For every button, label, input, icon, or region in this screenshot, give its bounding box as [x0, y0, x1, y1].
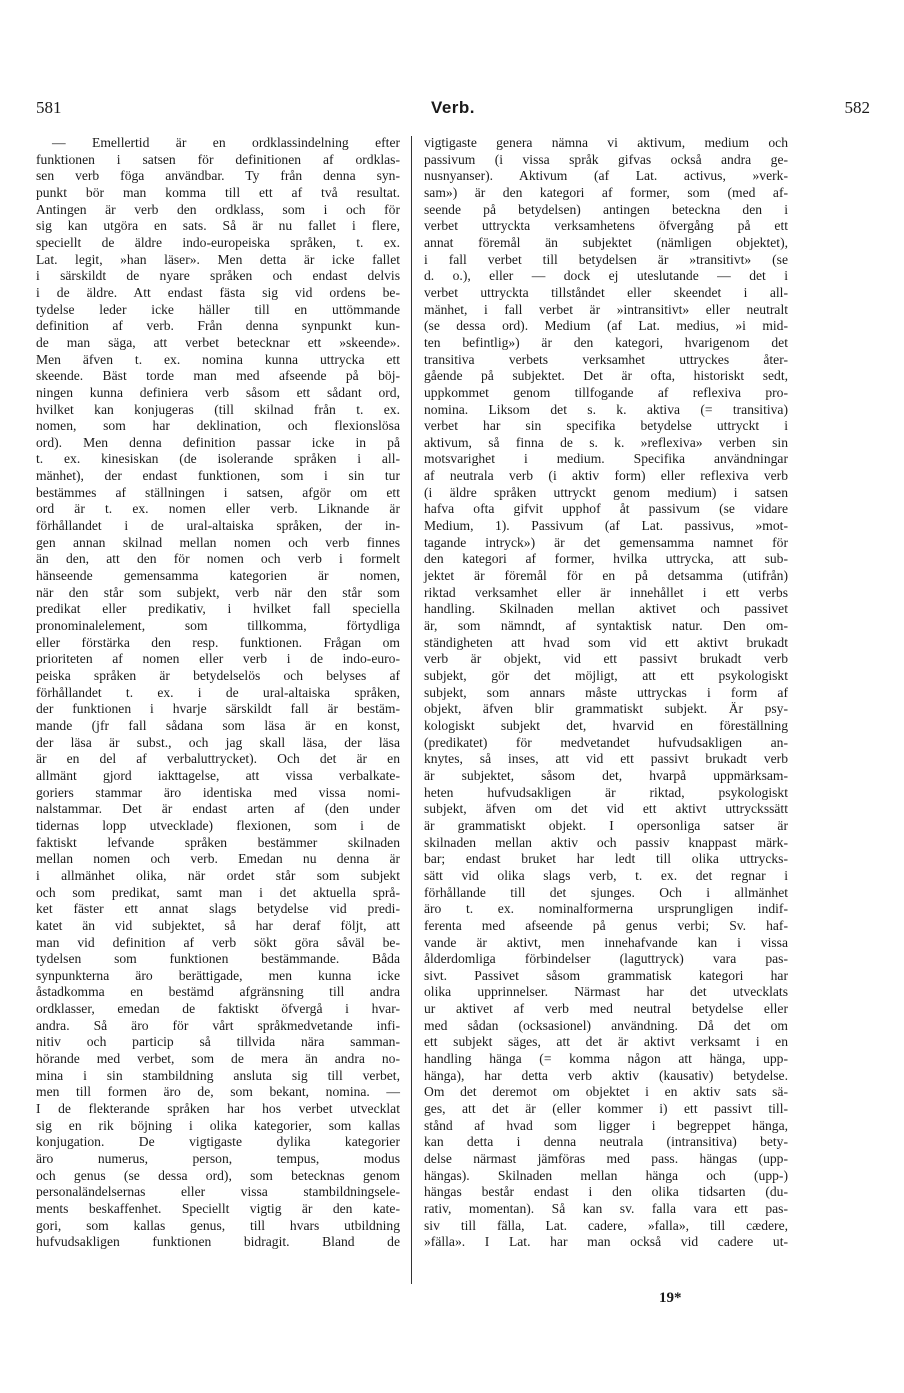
text-line: när den står som subjekt, verb när den står som	[36, 584, 400, 600]
text-line: handling. Skilnaden mellan aktivet och passivet	[424, 601, 788, 617]
text-line: nusnyanser). Aktivum (af Lat. activus, »verk-	[424, 168, 788, 184]
text-line: tydelsen som funktionen bestämmande. Båda	[36, 951, 400, 967]
text-line: verb är objekt, vid ett passivt brukadt verb	[424, 651, 788, 667]
text-line: — Emellertid är en ordklassindelning efter	[52, 135, 400, 150]
text-line: subjekt, gör det möjligt, att ett psykologiskt	[424, 668, 788, 683]
page-number-right: 582	[844, 98, 870, 117]
text-line: handling hänga (= komma någon att hänga, upp-	[424, 1051, 788, 1067]
text-line: Om det deremot om objektet i en aktiv sats sä-	[424, 1084, 788, 1100]
text-line: subjekt, som annars måste uttryckas i form af	[424, 684, 788, 700]
text-line: sen verb föga användbar. Ty från denna syn-	[36, 168, 400, 184]
text-line: passivum (i vissa språk gifvas också andra ge-	[424, 151, 788, 167]
text-line: nitiv och particip så tillvida nära samman-	[36, 1034, 400, 1050]
text-line: vigtigaste genera nämna vi aktivum, medium och	[424, 135, 788, 150]
text-line: ordklasser, emedan de faktiskt öfvergå i hvar-	[36, 1001, 400, 1017]
text-line: ord är t. ex. nomen eller verb. Liknande är	[36, 501, 400, 517]
text-line: prioriteten af nomen eller verb i de indo-euro-	[36, 651, 400, 667]
text-line: jektet är föremål för en på detsamma (utifrån)	[424, 568, 788, 584]
text-line: aktivum, så finna de s. k. »reflexiva» verben sin	[424, 434, 788, 450]
text-line: der funktionen i hvarje särskildt fall är bestäm-	[36, 701, 400, 717]
text-line: hängas). Skilnaden mellan hänga och (upp-)	[424, 1167, 788, 1183]
text-line: konjugation. De vigtigaste dylika kategorier	[36, 1134, 400, 1150]
text-line: andra. Så äro för vårt språkmedvetande infi-	[36, 1017, 400, 1033]
text-line: stånd af hvad som ligger i begreppet hänga,	[424, 1117, 788, 1133]
page-number-left: 581	[36, 98, 62, 117]
text-line: tydelse leder icke häller till en uttömmande	[36, 301, 400, 317]
text-line: hafva ofta gifvit upphof åt passivum (se vidare	[424, 501, 788, 517]
text-line: olika upprinnelser. Närmast har det utvecklats	[424, 984, 788, 1000]
text-line: mänhet, i fall verbet är »intransitivt» eller neutralt	[424, 301, 788, 317]
text-line: gori, som kallas genus, till hvars utbildning	[36, 1217, 400, 1233]
text-line: i de äldre. Att endast fästa sig vid ordens be-	[36, 284, 400, 300]
text-line: speciellt de äldre indo-europeiska språken, t. ex.	[36, 234, 400, 250]
text-line: mande (jfr fall sådana som läsa är en konst,	[36, 717, 400, 733]
text-line: hängas består endast i den olika tidsarten (du-	[424, 1184, 788, 1200]
text-line: åstadkomma en bestämd afgränsning till andra	[36, 984, 400, 1000]
text-line: tidernas lopp utvecklade) flexionen, som i de	[36, 817, 400, 833]
text-line: men till formen äro de, som bekant, nomina. —	[36, 1084, 400, 1100]
text-line: och som predikat, samt man i det aktuella språ-	[36, 884, 400, 900]
text-line: annat föremål än subjektet (nämligen objektet),	[424, 234, 788, 250]
text-line: ur aktivet af verb med neutral betydelse eller	[424, 1001, 788, 1017]
text-line: skeende. Bäst torde man med afseende på böj-	[36, 368, 400, 384]
text-line: goriers stammar äro identiska med vissa nomi-	[36, 784, 400, 800]
text-line: hörande med verbet, som de mera än andra no-	[36, 1051, 400, 1067]
text-line: kologiskt subjekt det, hvarvid en föreställning	[424, 717, 788, 733]
text-line: faktiskt lefvande språken bestämmer skilnaden	[36, 834, 400, 850]
text-line: ständigheten att hvad som vid ett aktivt brukadt	[424, 634, 788, 650]
text-line: är grammatiskt objekt. I opersonliga satser är	[424, 817, 788, 833]
text-line: ningen kunna definiera verb såsom ett sådant ord,	[36, 384, 400, 400]
text-line: af neutrala verb (i aktiv form) eller reflexiva verb	[424, 468, 788, 484]
text-line: predikat eller predikativ, i hvilket fall speciella	[36, 601, 400, 617]
text-line: seende på betydelsen) antingen beteckna den i	[424, 201, 788, 217]
text-line: de man säga, att verbet betecknar ett »skeende».	[36, 334, 400, 350]
text-line: t. ex. kinesiskan (de isolerande språken i all-	[36, 451, 400, 467]
text-line: motsvarighet i medium. Specifika användningar	[424, 451, 788, 467]
text-line: kan detta i denna neutrala (intransitiva) bety-	[424, 1134, 788, 1150]
text-line: nomen, som har deklination, och flexionslösa	[36, 418, 400, 434]
text-line: bar; endast bruket har ledt till olika uttrycks-	[424, 851, 788, 867]
text-line: äro t. ex. nominalformerna ursprungligen indif-	[424, 901, 788, 917]
text-line: äro numerus, person, tempus, modus	[36, 1151, 400, 1167]
text-line: funktionen i satsen för definitionen af ordklas-	[36, 151, 400, 167]
right-column	[424, 135, 788, 1251]
text-line: rativ, momentan). Så kan sv. falla vara ett pas-	[424, 1201, 788, 1216]
text-line: pronominalelement, som tillkomma, förtydliga	[36, 618, 400, 634]
text-line: riktad verksamhet eller är innehållet i ett verbs	[424, 584, 788, 600]
text-line: »fälla». I Lat. har man också vid cadere ut-	[424, 1234, 788, 1250]
text-line: den kategori af former, hvilka uttrycka, att sub-	[424, 551, 788, 567]
text-line: hvilket kan konjugeras (till skilnad från t. ex.	[36, 401, 400, 417]
text-line: sivt. Passivet såsom grammatisk kategori har	[424, 967, 788, 983]
text-line: i fall verbet till betydelsen är »transitivt» (se	[424, 251, 788, 267]
text-line: verbet uttryckta tillståndet eller skeendet i all-	[424, 284, 788, 300]
text-line: tagande intryck») är det gemensamma namnet för	[424, 534, 788, 550]
text-line: synpunkterna äro berättigade, men kunna icke	[36, 967, 400, 983]
text-line: der läsa är subst., och jag skall läsa, der läsa	[36, 734, 400, 750]
text-line: allmänt gjord iakttagelse, att vissa verbalkate-	[36, 767, 400, 783]
text-line: ord). Men denna definition passar icke in på	[36, 434, 400, 450]
text-line: Men äfven t. ex. nomina kunna uttrycka ett	[36, 351, 400, 367]
text-line: vande är aktivt, men innehafvande kan i vissa	[424, 934, 788, 950]
text-line: ket fäster ett annat slags betydelse vid predi-	[36, 901, 400, 917]
text-line: gen annan skilnad mellan nomen och verb finnes	[36, 534, 400, 550]
text-line: förhållandet i de ural-altaiska språken, der in-	[36, 518, 400, 534]
text-line: uppkommet genom tillfogande af reflexiva pro-	[424, 384, 788, 400]
text-line: och genus (se dessa ord), som betecknas genom	[36, 1167, 400, 1183]
text-line: förhållande till det sjunges. Och i allmänhet	[424, 884, 788, 900]
text-line: sig kan utgöra en sats. Så är nu fallet i flere,	[36, 218, 400, 234]
text-line: ett subjekt säges, att det är aktivt verksamt i en	[424, 1034, 788, 1050]
text-line: ferenta med afseende på genus verbi; Sv. haf-	[424, 917, 788, 933]
text-line: knytes, så inses, att vid ett passivt brukadt verb	[424, 751, 788, 767]
text-line: objekt, äfven blir grammatiskt subjekt. Är psy-	[424, 701, 788, 717]
text-line: gående på subjektet. Det är ofta, historiskt sedt,	[424, 368, 788, 384]
text-line: katet än vid subjektet, så har deraf följt, att	[36, 917, 400, 933]
text-line: (i äldre språken uttryckt genom medium) i satsen	[424, 484, 788, 500]
text-line: subjekt, äfven om det vid ett aktivt uttryckssätt	[424, 801, 788, 817]
text-line: ålderdomliga förbindelser (laguttryck) vara pas-	[424, 951, 788, 967]
left-column	[36, 135, 400, 1251]
signature-mark: 19*	[659, 1290, 682, 1306]
text-line: bestämmes af ställningen i satsen, afgör om ett	[36, 484, 400, 500]
text-line: är en del af verbaluttrycket). Och det är en	[36, 751, 400, 767]
text-line: mina i sin stambildning ansluta sig till verbet,	[36, 1067, 400, 1083]
text-line: Antingen är verb den ordklass, som i och för	[36, 201, 400, 217]
text-line: (predikatet) för medvetandet hufvudsakligen an-	[424, 734, 788, 750]
text-line: ments beskaffenhet. Speciellt vigtig är den kate-	[36, 1201, 400, 1216]
text-line: siv till fälla, Lat. cadere, »falla», till cædere,	[424, 1217, 788, 1233]
text-line: hänseende gemensamma kategorien är nomen,	[36, 568, 400, 584]
text-line: i allmänhet olika, när ordet står som subjekt	[36, 867, 400, 883]
text-line: i särskildt de nyare språken och endast delvis	[36, 268, 400, 284]
text-line: verbet har sin specifika betydelse uttryckt i	[424, 418, 788, 434]
text-line: skilnaden mellan aktiv och passiv knappast märk-	[424, 834, 788, 850]
text-line: mellan nomen och verb. Emedan nu denna är	[36, 851, 400, 867]
text-line: är subjektet, såsom det, hvarpå uppmärksam-	[424, 767, 788, 783]
text-line: är, som nämndt, af syntaktisk natur. Den om-	[424, 618, 788, 634]
text-line: ges, att det är (eller kommer i) ett passivt till-	[424, 1101, 788, 1117]
text-line: man vid definition af verb sökt göra såväl be-	[36, 934, 400, 950]
text-line: peiska språken är betydelselös och belyses af	[36, 668, 400, 683]
page-header	[36, 98, 870, 124]
text-line: mänhet), der endast funktionen, som i sin tur	[36, 468, 400, 484]
text-line: med sådan (ocksasionel) användning. Då det om	[424, 1017, 788, 1033]
text-line: nomina. Liksom det s. k. aktiva (= transitiva)	[424, 401, 788, 417]
text-line: hufvudsakligen funktionen bidragit. Bland de	[36, 1234, 400, 1250]
text-line: ten befintlig») är den kategori, hvarigenom det	[424, 334, 788, 350]
text-line: delse närmast jämföras med pass. hängas (upp-	[424, 1151, 788, 1167]
text-line: än den, att den för nomen och verb i formelt	[36, 551, 400, 567]
text-line: definition af verb. Från denna synpunkt kun-	[36, 318, 400, 334]
text-line: sam») är den kategori af former, som (med af-	[424, 184, 788, 200]
running-title: Verb.	[430, 98, 476, 117]
text-line: eller förstärka den resp. funktionen. Frågan om	[36, 634, 400, 650]
text-line: förhållandet t. ex. i de ural-altaiska språken,	[36, 684, 400, 700]
text-line: heten hufvudsakligen är riktad, psykologiskt	[424, 784, 788, 800]
column-divider	[411, 136, 412, 1284]
text-line: I de flekterande språken har hos verbet utvecklat	[36, 1101, 400, 1117]
text-line: hänga), har detta verb aktiv (kausativ) betydelse.	[424, 1067, 788, 1083]
text-line: Medium, 1). Passivum (af Lat. passivus, »mot-	[424, 518, 788, 534]
text-line: punkt bör man komma till ett af två resultat.	[36, 184, 400, 200]
text-line: nalstammar. Det är endast arten af (den under	[36, 801, 400, 817]
text-line: d. o.), eller — dock ej uteslutande — det i	[424, 268, 788, 284]
text-line: (se dessa ord). Medium (af Lat. medius, »i mid-	[424, 318, 788, 334]
text-line: verbet uttryckta verksamhetens öfvergång på ett	[424, 218, 788, 234]
text-line: Lat. legit, »han läser». Men detta är icke fallet	[36, 251, 400, 267]
text-line: sig en rik böjning i olika kategorier, som kallas	[36, 1117, 400, 1133]
text-line: sätt vid olika slags verb, t. ex. det regnar i	[424, 867, 788, 883]
text-line: personaländelsernas eller vissa stambildningsele-	[36, 1184, 400, 1200]
text-line: transitiva verbets verksamhet uttryckes åter-	[424, 351, 788, 367]
